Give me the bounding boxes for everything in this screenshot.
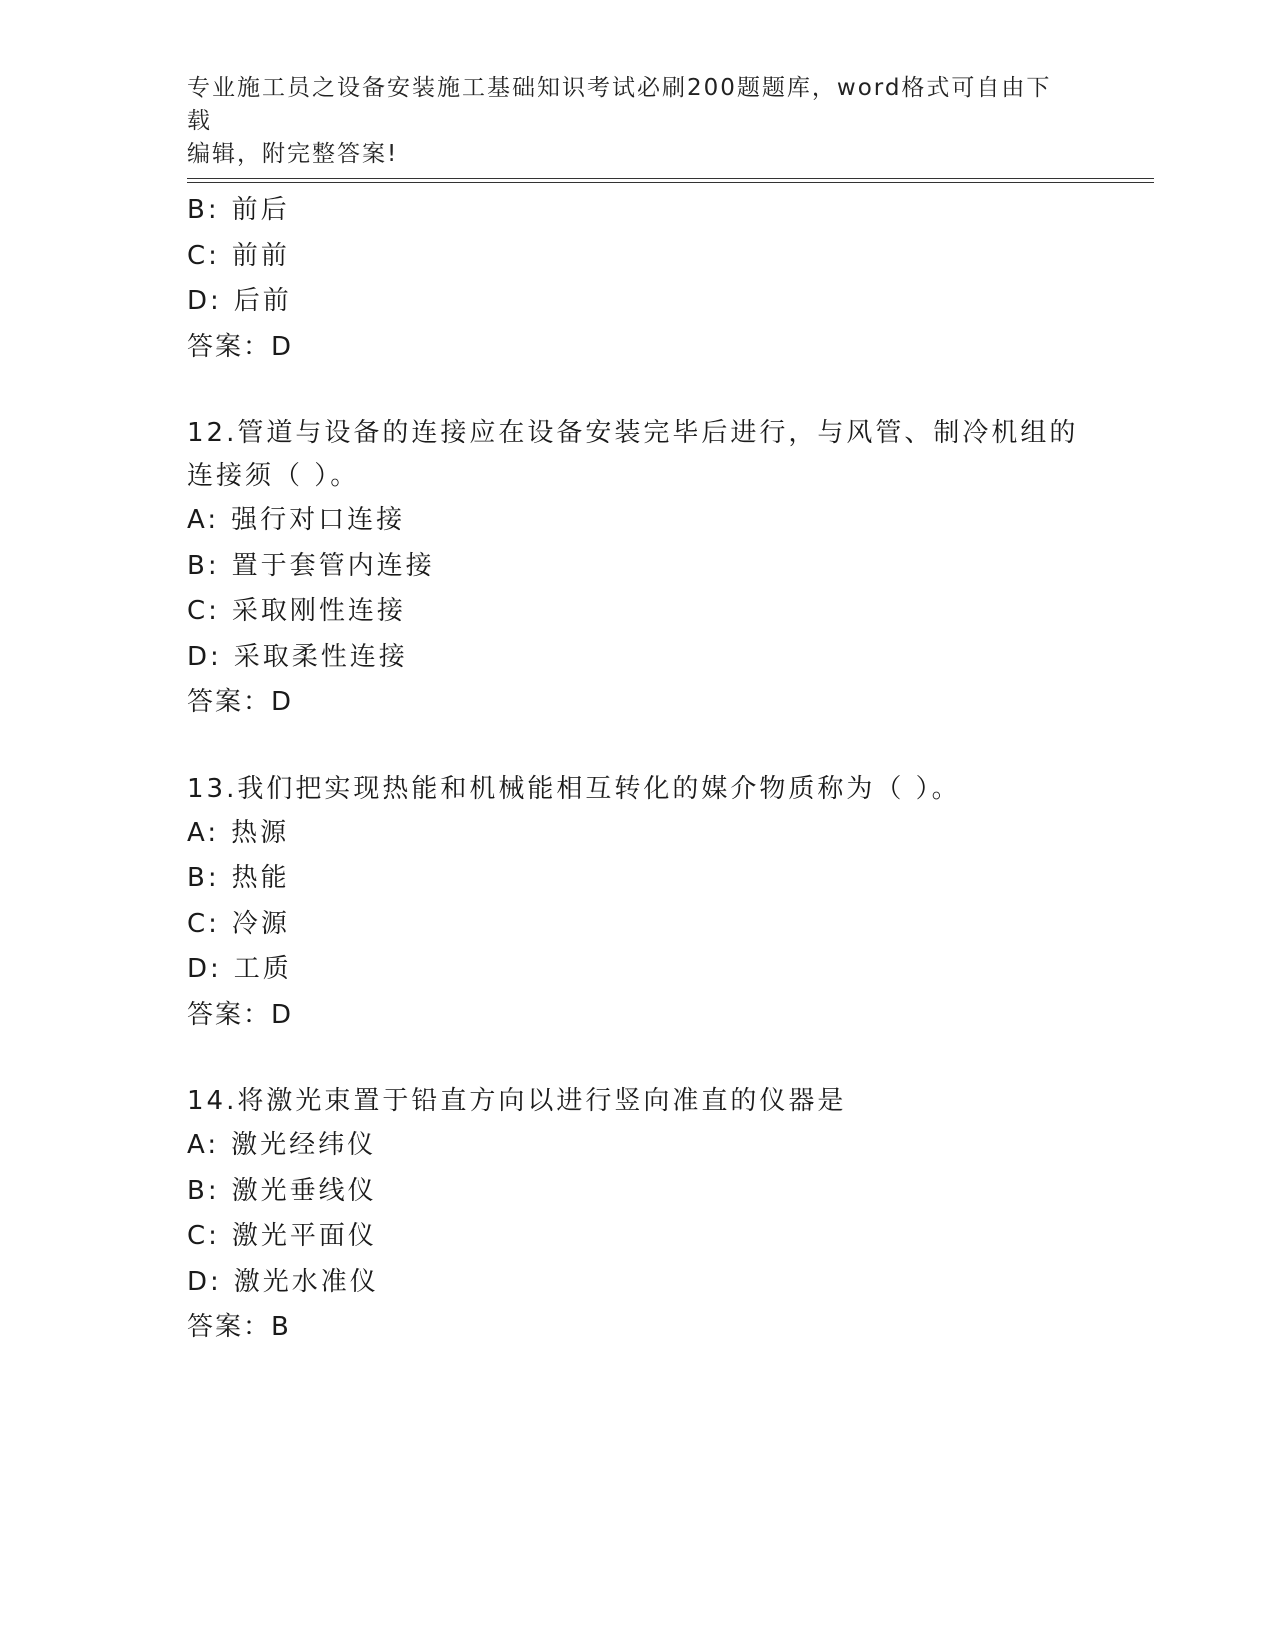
answer-line: 答案：B — [187, 1312, 291, 1342]
option-letter: B: — [187, 550, 220, 581]
option-text: 采取柔性连接 — [233, 641, 408, 672]
option-letter: C: — [187, 596, 220, 626]
option-c — [187, 1214, 1147, 1260]
option-d — [187, 1260, 1147, 1306]
option-text: 前后 — [231, 195, 290, 225]
answer-line: 答案：D — [187, 331, 294, 362]
option-letter: A: — [187, 1130, 220, 1160]
option-text: 冷源 — [231, 908, 290, 939]
option-letter: B: — [187, 863, 220, 893]
option-d — [187, 947, 1147, 993]
option-letter: C: — [187, 908, 220, 939]
page-header — [187, 72, 1067, 171]
option-a — [187, 1123, 1147, 1169]
option-text: 热源 — [231, 817, 290, 848]
question-11-tail — [187, 188, 1147, 370]
header-title-line-1: 专业施工员之设备安装施工基础知识考试必刷200题题库，word格式可自由下载 — [187, 75, 1052, 134]
question-text-line-1: 13.我们把实现热能和机械能相互转化的媒介物质称为（ ）。 — [187, 773, 961, 804]
header-divider-bottom — [187, 182, 1154, 183]
option-d — [187, 635, 1147, 681]
option-c — [187, 902, 1147, 948]
option-text: 激光水准仪 — [233, 1266, 379, 1297]
option-text: 热能 — [231, 863, 290, 893]
option-text: 激光经纬仪 — [231, 1130, 377, 1160]
option-a — [187, 811, 1147, 857]
option-b — [187, 1169, 1147, 1215]
option-b — [187, 188, 1147, 234]
option-text: 激光垂线仪 — [231, 1175, 377, 1206]
option-letter: A: — [187, 505, 220, 535]
header-title-line-2: 编辑，附完整答案! — [187, 141, 399, 167]
option-b — [187, 856, 1147, 902]
option-letter: B: — [187, 1175, 220, 1206]
option-letter: C: — [187, 240, 220, 271]
option-text: 工质 — [233, 954, 292, 984]
option-letter: D: — [187, 954, 222, 984]
answer-line: 答案：D — [187, 999, 294, 1030]
question-14 — [187, 1080, 1147, 1351]
option-text: 采取刚性连接 — [231, 596, 406, 626]
option-c — [187, 589, 1147, 635]
option-letter: B: — [187, 195, 220, 225]
question-12 — [187, 412, 1147, 726]
option-letter: C: — [187, 1221, 220, 1251]
option-letter: A: — [187, 817, 220, 848]
option-letter: D: — [187, 286, 222, 316]
option-text: 强行对口连接 — [231, 505, 406, 535]
question-13 — [187, 768, 1147, 1039]
option-a — [187, 498, 1147, 544]
option-text: 后前 — [233, 286, 292, 316]
option-text: 前前 — [231, 240, 290, 271]
answer-line: 答案：D — [187, 687, 294, 717]
question-text-line-1: 12.管道与设备的连接应在设备安装完毕后进行，与风管、制冷机组的 — [187, 418, 1079, 448]
option-text: 激光平面仪 — [231, 1221, 377, 1251]
option-letter: D: — [187, 641, 222, 672]
option-d — [187, 279, 1147, 325]
question-content — [187, 188, 1147, 1351]
option-b — [187, 544, 1147, 590]
option-c — [187, 234, 1147, 280]
question-text-line-2: 连接须（ ）。 — [187, 461, 360, 491]
question-text-line-1: 14.将激光束置于铅直方向以进行竖向准直的仪器是 — [187, 1086, 847, 1116]
option-text: 置于套管内连接 — [231, 550, 435, 581]
option-letter: D: — [187, 1266, 222, 1297]
header-divider-top — [187, 178, 1154, 179]
